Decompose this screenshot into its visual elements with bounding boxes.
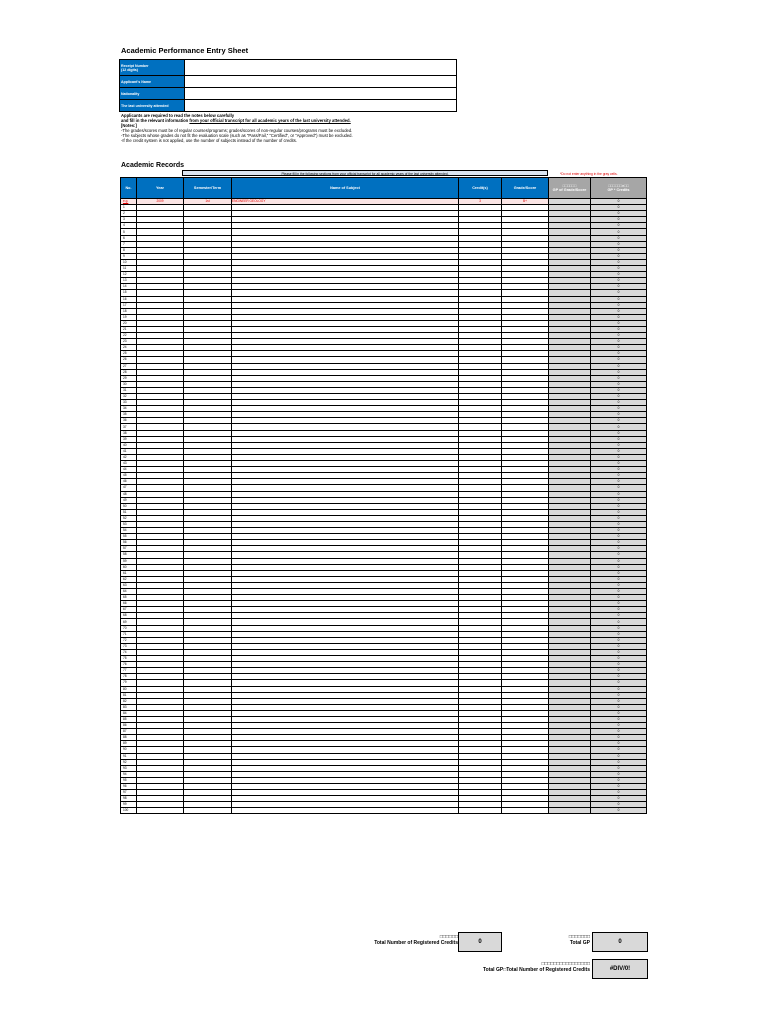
cell-no: 36 xyxy=(121,418,137,424)
cell-gp-credits: 0 xyxy=(591,582,647,588)
cell-gp-credits: 0 xyxy=(591,735,647,741)
cell-gp-credits: 0 xyxy=(591,217,647,223)
col-header-year: Year xyxy=(137,178,184,199)
cell-no: 37 xyxy=(121,424,137,430)
cell-no: 15 xyxy=(121,290,137,296)
cell-no: 44 xyxy=(121,467,137,473)
cell-no: 75 xyxy=(121,656,137,662)
cell-gp-credits: 0 xyxy=(591,211,647,217)
cell-no: 79 xyxy=(121,680,137,686)
cell-no: 21 xyxy=(121,326,137,332)
applicant-name-row xyxy=(120,76,457,88)
cell-no: 58 xyxy=(121,552,137,558)
total-credits-label xyxy=(300,934,458,946)
cell-gp-credits: 0 xyxy=(591,418,647,424)
col-header-term: Semester/Term xyxy=(184,178,232,199)
cell-no: 5 xyxy=(121,229,137,235)
cell-no: 10 xyxy=(121,259,137,265)
cell-no: 71 xyxy=(121,631,137,637)
cell-no: 2 xyxy=(121,211,137,217)
cell-gp-credits: 0 xyxy=(591,442,647,448)
cell-gp-credits: 0 xyxy=(591,272,647,278)
total-gp-label-jp: □□□□□□□ xyxy=(568,934,590,940)
col-header-subject: Name of Subject xyxy=(232,178,459,199)
cell-gp-credits: 0 xyxy=(591,491,647,497)
cell-no: 51 xyxy=(121,509,137,515)
cell-gp-credits: 0 xyxy=(591,479,647,485)
cell-no: 43 xyxy=(121,461,137,467)
cell-gp-credits: 0 xyxy=(591,205,647,211)
cell-gp-credits: 0 xyxy=(591,704,647,710)
cell-gp-credits: 0 xyxy=(591,546,647,552)
cell-gp-credits: 0 xyxy=(591,436,647,442)
cell-gp-credits: 0 xyxy=(591,692,647,698)
cell-no: 26 xyxy=(121,357,137,363)
cell-no: 72 xyxy=(121,637,137,643)
cell-no: 91 xyxy=(121,753,137,759)
cell-gp-credits: 0 xyxy=(591,521,647,527)
cell-gp-credits: 0 xyxy=(591,454,647,460)
cell-gp-credits: 0 xyxy=(591,625,647,631)
cell-no: 1 xyxy=(121,205,137,211)
cell-gp-credits: 0 xyxy=(591,369,647,375)
cell-gp-credits: 0 xyxy=(591,753,647,759)
cell-no: 9 xyxy=(121,253,137,259)
cell-no: 33 xyxy=(121,400,137,406)
cell-no: 78 xyxy=(121,674,137,680)
cell-no: 57 xyxy=(121,546,137,552)
gpa-label xyxy=(400,961,590,973)
cell-gp-credits: 0 xyxy=(591,680,647,686)
cell-no: 73 xyxy=(121,643,137,649)
cell-no: 20 xyxy=(121,320,137,326)
cell-gp-credits: 0 xyxy=(591,241,647,247)
cell-no: 98 xyxy=(121,796,137,802)
example-credits: 3 xyxy=(459,199,502,205)
col-header-gp: □□□□□□ GP of Grade/Score xyxy=(549,178,591,199)
notes-line1: Applicants are required to read the notes below carefully xyxy=(121,113,235,118)
cell-gp-credits: 0 xyxy=(591,808,647,814)
cell-gp-credits: 0 xyxy=(591,461,647,467)
cell-no: 22 xyxy=(121,333,137,339)
nationality-label: Nationality xyxy=(120,88,185,100)
example-subject: ENGINEER GEOLOGY xyxy=(232,199,459,205)
cell-gp-credits: 0 xyxy=(591,406,647,412)
example-term: 1st xyxy=(184,199,232,205)
cell-no: 6 xyxy=(121,235,137,241)
cell-no: 17 xyxy=(121,302,137,308)
cell-no: 77 xyxy=(121,668,137,674)
cell-no: 86 xyxy=(121,723,137,729)
col-header-grade: Grade/Score xyxy=(502,178,549,199)
last-university-label: The last university attended xyxy=(120,100,185,112)
cell-no: 61 xyxy=(121,570,137,576)
cell-gp-credits: 0 xyxy=(591,278,647,284)
cell-no: 42 xyxy=(121,454,137,460)
records-header-row xyxy=(121,178,647,199)
example-gp-credits: 0 xyxy=(591,199,647,205)
cell-no: 90 xyxy=(121,747,137,753)
cell-gp-credits: 0 xyxy=(591,424,647,430)
cell-no: 74 xyxy=(121,649,137,655)
cell-gp-credits: 0 xyxy=(591,528,647,534)
total-credits-label-jp: □□□□□□ xyxy=(439,934,458,940)
table-row xyxy=(121,808,647,814)
cell-no: 81 xyxy=(121,692,137,698)
records-instruction: Please fill in the following sections from your official transcript for all academic years of the last university attended. xyxy=(182,170,548,176)
gray-cells-note: *Do not enter anything in the gray cells. xyxy=(560,172,618,176)
last-university-input[interactable] xyxy=(185,100,457,112)
example-year: 2009 xyxy=(137,199,184,205)
cell-gp-credits: 0 xyxy=(591,308,647,314)
cell-gp-credits: 0 xyxy=(591,686,647,692)
cell-no: 59 xyxy=(121,558,137,564)
cell-gp-credits: 0 xyxy=(591,314,647,320)
notes-heading: [Notes:] xyxy=(121,123,137,128)
cell-no: 70 xyxy=(121,625,137,631)
cell-gp-credits: 0 xyxy=(591,235,647,241)
cell-no: 32 xyxy=(121,394,137,400)
cell-gp-credits: 0 xyxy=(591,357,647,363)
cell-gp-credits: 0 xyxy=(591,607,647,613)
total-credits-value: 0 xyxy=(458,932,502,952)
cell-gp-credits: 0 xyxy=(591,723,647,729)
cell-no: 97 xyxy=(121,790,137,796)
cell-gp-credits: 0 xyxy=(591,576,647,582)
cell-no: 76 xyxy=(121,662,137,668)
notes-item: -If the credit system is not applied, use the number of subjects instead of the number of credits. xyxy=(121,138,297,143)
cell-gp-credits: 0 xyxy=(591,637,647,643)
receipt-number-input[interactable] xyxy=(185,60,457,76)
cell-gp-credits: 0 xyxy=(591,534,647,540)
receipt-number-label: Receipt Number (12 digits) xyxy=(120,60,185,76)
cell-no: 94 xyxy=(121,771,137,777)
cell-no: 50 xyxy=(121,503,137,509)
cell-no: 16 xyxy=(121,296,137,302)
cell-no: 63 xyxy=(121,582,137,588)
cell-term[interactable] xyxy=(184,808,232,814)
cell-no: 40 xyxy=(121,442,137,448)
cell-no: 96 xyxy=(121,784,137,790)
cell-no: 23 xyxy=(121,339,137,345)
cell-no: 95 xyxy=(121,777,137,783)
cell-no: 60 xyxy=(121,564,137,570)
notes-line2-underline: from your official transcript for all academic years of the last university attended. xyxy=(189,118,351,123)
cell-gp-credits: 0 xyxy=(591,759,647,765)
cell-no: 62 xyxy=(121,576,137,582)
cell-no: 100 xyxy=(121,808,137,814)
cell-no: 83 xyxy=(121,704,137,710)
cell-gp-credits: 0 xyxy=(591,771,647,777)
cell-no: 68 xyxy=(121,613,137,619)
cell-no: 11 xyxy=(121,266,137,272)
cell-gp-credits: 0 xyxy=(591,656,647,662)
cell-gp-credits: 0 xyxy=(591,375,647,381)
cell-gp-credits: 0 xyxy=(591,284,647,290)
cell-gp-credits: 0 xyxy=(591,662,647,668)
cell-no: 69 xyxy=(121,619,137,625)
cell-no: 87 xyxy=(121,729,137,735)
cell-no: 46 xyxy=(121,479,137,485)
cell-no: 35 xyxy=(121,412,137,418)
cell-no: 80 xyxy=(121,686,137,692)
cell-gp-credits: 0 xyxy=(591,509,647,515)
cell-gp-credits: 0 xyxy=(591,259,647,265)
cell-no: 48 xyxy=(121,491,137,497)
page-title: Academic Performance Entry Sheet xyxy=(121,46,249,55)
cell-gp-credits: 0 xyxy=(591,729,647,735)
applicant-name-input[interactable] xyxy=(185,76,457,88)
cell-gp-credits: 0 xyxy=(591,485,647,491)
total-gp-value: 0 xyxy=(592,932,648,952)
cell-no: 88 xyxy=(121,735,137,741)
cell-gp-credits: 0 xyxy=(591,253,647,259)
cell-gp-credits: 0 xyxy=(591,601,647,607)
gpa-label-jp: □□□□□□□□□□□□□□□□ xyxy=(541,961,590,967)
cell-no: 38 xyxy=(121,430,137,436)
cell-no: 92 xyxy=(121,759,137,765)
cell-gp-credits: 0 xyxy=(591,765,647,771)
col-header-gp-credits: □□□□□□×□□ GP * Credits xyxy=(591,178,647,199)
cell-no: 14 xyxy=(121,284,137,290)
cell-gp-credits: 0 xyxy=(591,467,647,473)
total-gp-label-en: Total GP xyxy=(569,940,590,946)
cell-gp-credits: 0 xyxy=(591,394,647,400)
cell-gp-credits: 0 xyxy=(591,345,647,351)
cell-gp-credits: 0 xyxy=(591,302,647,308)
cell-no: 4 xyxy=(121,223,137,229)
cell-gp-credits: 0 xyxy=(591,716,647,722)
cell-gp-credits: 0 xyxy=(591,540,647,546)
cell-gp xyxy=(549,808,591,814)
cell-no: 67 xyxy=(121,607,137,613)
cell-gp-credits: 0 xyxy=(591,589,647,595)
cell-year[interactable] xyxy=(137,808,184,814)
cell-no: 29 xyxy=(121,375,137,381)
cell-no: 47 xyxy=(121,485,137,491)
cell-gp-credits: 0 xyxy=(591,290,647,296)
notes-item: -The subjects whose grades do not fit the evaluation scale (such as "Pass/Fail," "Certified", or "Approved") must be excluded. xyxy=(121,133,353,138)
cell-no: 55 xyxy=(121,534,137,540)
cell-gp-credits: 0 xyxy=(591,387,647,393)
cell-gp-credits: 0 xyxy=(591,266,647,272)
cell-gp-credits: 0 xyxy=(591,497,647,503)
cell-gp-credits: 0 xyxy=(591,747,647,753)
cell-no: 85 xyxy=(121,716,137,722)
cell-no: 8 xyxy=(121,247,137,253)
cell-no: 53 xyxy=(121,521,137,527)
cell-gp-credits: 0 xyxy=(591,796,647,802)
total-credits-label-en: Total Number of Registered Credits xyxy=(374,940,458,946)
cell-no: 66 xyxy=(121,601,137,607)
nationality-row xyxy=(120,88,457,100)
cell-gp-credits: 0 xyxy=(591,619,647,625)
cell-no: 18 xyxy=(121,308,137,314)
cell-gp-credits: 0 xyxy=(591,351,647,357)
cell-subject[interactable] xyxy=(232,808,459,814)
cell-grade[interactable] xyxy=(502,808,549,814)
cell-no: 99 xyxy=(121,802,137,808)
cell-gp-credits: 0 xyxy=(591,320,647,326)
cell-gp-credits: 0 xyxy=(591,473,647,479)
cell-gp-credits: 0 xyxy=(591,339,647,345)
cell-no: 89 xyxy=(121,741,137,747)
cell-no: 7 xyxy=(121,241,137,247)
cell-gp-credits: 0 xyxy=(591,552,647,558)
cell-gp-credits: 0 xyxy=(591,631,647,637)
example-grade: B+ xyxy=(502,199,549,205)
cell-credits[interactable] xyxy=(459,808,502,814)
cell-no: 49 xyxy=(121,497,137,503)
cell-gp-credits: 0 xyxy=(591,784,647,790)
cell-gp-credits: 0 xyxy=(591,381,647,387)
cell-no: 56 xyxy=(121,540,137,546)
cell-no: 30 xyxy=(121,381,137,387)
cell-gp-credits: 0 xyxy=(591,223,647,229)
cell-gp-credits: 0 xyxy=(591,710,647,716)
cell-gp-credits: 0 xyxy=(591,649,647,655)
cell-no: 34 xyxy=(121,406,137,412)
cell-no: 3 xyxy=(121,217,137,223)
cell-no: 31 xyxy=(121,387,137,393)
notes-line2-prefix: and fill in the relevant information xyxy=(121,118,190,123)
cell-no: 52 xyxy=(121,515,137,521)
cell-gp-credits: 0 xyxy=(591,668,647,674)
cell-gp-credits: 0 xyxy=(591,674,647,680)
applicant-info-table xyxy=(119,59,457,112)
cell-gp-credits: 0 xyxy=(591,777,647,783)
gpa-label-en: Total GP□Total Number of Registered Credits xyxy=(482,967,590,973)
cell-gp-credits: 0 xyxy=(591,503,647,509)
cell-no: 27 xyxy=(121,363,137,369)
cell-no: 25 xyxy=(121,351,137,357)
cell-no: 93 xyxy=(121,765,137,771)
col-header-credits: Credit(s) xyxy=(459,178,502,199)
receipt-number-row xyxy=(120,60,457,76)
cell-gp-credits: 0 xyxy=(591,564,647,570)
cell-no: 64 xyxy=(121,589,137,595)
cell-gp-credits: 0 xyxy=(591,515,647,521)
col-header-no: No. xyxy=(121,178,137,199)
cell-gp-credits: 0 xyxy=(591,570,647,576)
cell-no: 13 xyxy=(121,278,137,284)
cell-gp-credits: 0 xyxy=(591,430,647,436)
cell-gp-credits: 0 xyxy=(591,326,647,332)
cell-no: 45 xyxy=(121,473,137,479)
cell-gp-credits: 0 xyxy=(591,296,647,302)
cell-gp-credits: 0 xyxy=(591,558,647,564)
cell-no: 24 xyxy=(121,345,137,351)
cell-gp-credits: 0 xyxy=(591,448,647,454)
cell-no: 12 xyxy=(121,272,137,278)
cell-gp-credits: 0 xyxy=(591,412,647,418)
records-title: Academic Records xyxy=(121,162,185,169)
notes-item: -The grades/scores must be of regular courses/programs; grades/scores of non-regular courses/programs must be excluded. xyxy=(121,128,353,133)
cell-gp-credits: 0 xyxy=(591,698,647,704)
cell-gp-credits: 0 xyxy=(591,400,647,406)
notes-block xyxy=(121,113,451,143)
cell-gp-credits: 0 xyxy=(591,363,647,369)
cell-gp-credits: 0 xyxy=(591,595,647,601)
cell-gp-credits: 0 xyxy=(591,333,647,339)
last-university-row xyxy=(120,100,457,112)
gpa-value: #DIV/0! xyxy=(592,959,648,979)
cell-no: 28 xyxy=(121,369,137,375)
example-no: e.g. xyxy=(121,199,137,205)
cell-gp-credits: 0 xyxy=(591,247,647,253)
cell-no: 54 xyxy=(121,528,137,534)
cell-gp-credits: 0 xyxy=(591,229,647,235)
cell-no: 65 xyxy=(121,595,137,601)
cell-gp-credits: 0 xyxy=(591,802,647,808)
cell-no: 41 xyxy=(121,448,137,454)
cell-gp-credits: 0 xyxy=(591,613,647,619)
cell-gp-credits: 0 xyxy=(591,790,647,796)
cell-no: 39 xyxy=(121,436,137,442)
cell-gp-credits: 0 xyxy=(591,643,647,649)
applicant-name-label: Applicant's Name xyxy=(120,76,185,88)
records-table xyxy=(120,177,647,814)
cell-gp-credits: 0 xyxy=(591,741,647,747)
total-gp-label xyxy=(500,934,590,946)
nationality-input[interactable] xyxy=(185,88,457,100)
cell-no: 84 xyxy=(121,710,137,716)
cell-no: 19 xyxy=(121,314,137,320)
cell-no: 82 xyxy=(121,698,137,704)
